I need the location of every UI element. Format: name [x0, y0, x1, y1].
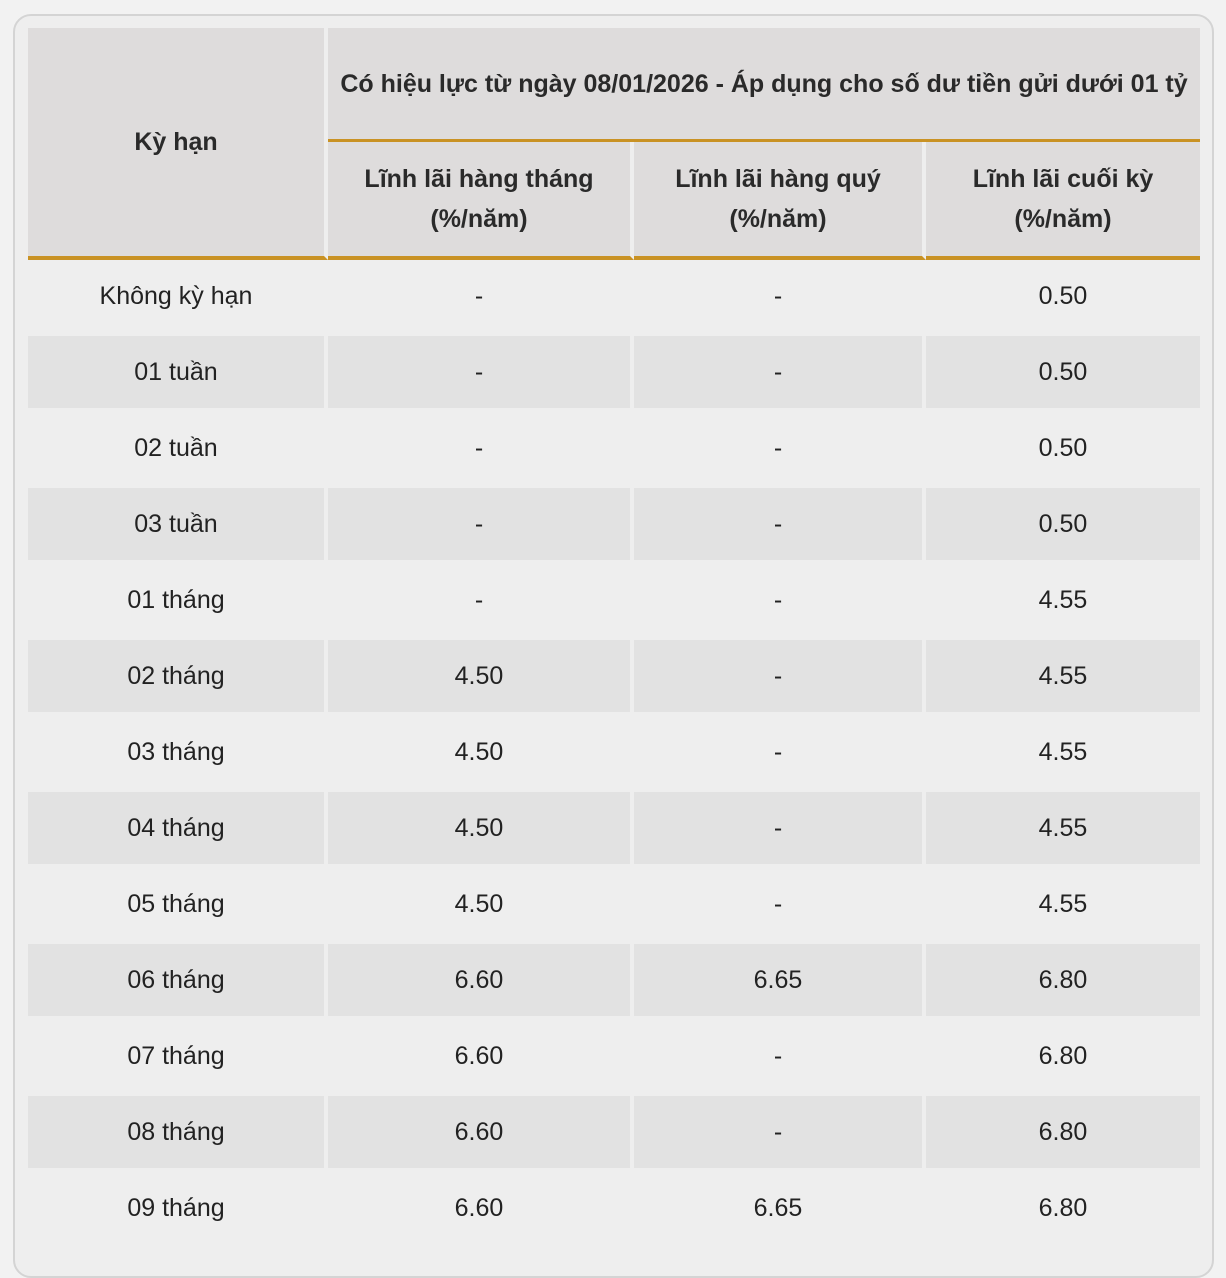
quarterly-rate-cell: -: [634, 564, 926, 640]
end-of-term-rate-cell: 4.55: [926, 640, 1200, 716]
quarterly-rate-cell: -: [634, 716, 926, 792]
end-of-term-rate-cell: 4.55: [926, 564, 1200, 640]
table-row: [28, 412, 1200, 488]
monthly-rate-cell: 6.60: [328, 944, 634, 1020]
end-of-term-rate-cell: 4.55: [926, 868, 1200, 944]
term-cell: 01 tháng: [28, 564, 328, 640]
table-row: [28, 336, 1200, 412]
end-of-term-rate-cell: 0.50: [926, 336, 1200, 412]
term-cell: 05 tháng: [28, 868, 328, 944]
quarterly-rate-cell: -: [634, 792, 926, 868]
end-of-term-rate-cell: 6.80: [926, 1096, 1200, 1172]
term-cell: 07 tháng: [28, 1020, 328, 1096]
table-row: [28, 488, 1200, 564]
term-cell: 03 tháng: [28, 716, 328, 792]
term-cell: 04 tháng: [28, 792, 328, 868]
end-of-term-rate-cell: 6.80: [926, 1172, 1200, 1248]
monthly-rate-cell: 6.60: [328, 1172, 634, 1248]
monthly-rate-cell: -: [328, 412, 634, 488]
monthly-rate-cell: 4.50: [328, 868, 634, 944]
quarterly-rate-cell: 6.65: [634, 1172, 926, 1248]
table-row: [28, 564, 1200, 640]
quarterly-rate-cell: -: [634, 260, 926, 336]
quarterly-rate-cell: -: [634, 1020, 926, 1096]
term-cell: 03 tuần: [28, 488, 328, 564]
table-body: [28, 260, 1200, 1248]
header-term: Kỳ hạn: [28, 28, 328, 260]
table-row: [28, 792, 1200, 868]
table-row: [28, 1020, 1200, 1096]
monthly-rate-cell: -: [328, 564, 634, 640]
rates-card: [13, 14, 1214, 1278]
table-row: [28, 944, 1200, 1020]
interest-rate-table: [28, 28, 1200, 1248]
term-cell: 02 tuần: [28, 412, 328, 488]
header-end-of-term-interest: Lĩnh lãi cuối kỳ (%/năm): [926, 142, 1200, 260]
term-cell: Không kỳ hạn: [28, 260, 328, 336]
quarterly-rate-cell: -: [634, 412, 926, 488]
term-cell: 01 tuần: [28, 336, 328, 412]
monthly-rate-cell: 4.50: [328, 792, 634, 868]
end-of-term-rate-cell: 4.55: [926, 716, 1200, 792]
monthly-rate-cell: -: [328, 336, 634, 412]
quarterly-rate-cell: -: [634, 336, 926, 412]
quarterly-rate-cell: -: [634, 1096, 926, 1172]
table-row: [28, 716, 1200, 792]
end-of-term-rate-cell: 4.55: [926, 792, 1200, 868]
quarterly-rate-cell: 6.65: [634, 944, 926, 1020]
monthly-rate-cell: -: [328, 260, 634, 336]
quarterly-rate-cell: -: [634, 488, 926, 564]
quarterly-rate-cell: -: [634, 868, 926, 944]
header-monthly-interest: Lĩnh lãi hàng tháng (%/năm): [328, 142, 634, 260]
monthly-rate-cell: -: [328, 488, 634, 564]
table-row: [28, 1096, 1200, 1172]
end-of-term-rate-cell: 6.80: [926, 1020, 1200, 1096]
monthly-rate-cell: 6.60: [328, 1020, 634, 1096]
monthly-rate-cell: 4.50: [328, 716, 634, 792]
end-of-term-rate-cell: 0.50: [926, 260, 1200, 336]
end-of-term-rate-cell: 0.50: [926, 488, 1200, 564]
term-cell: 02 tháng: [28, 640, 328, 716]
end-of-term-rate-cell: 6.80: [926, 944, 1200, 1020]
monthly-rate-cell: 6.60: [328, 1096, 634, 1172]
table-header: [28, 28, 1200, 260]
header-quarterly-interest: Lĩnh lãi hàng quý (%/năm): [634, 142, 926, 260]
table-row: [28, 868, 1200, 944]
term-cell: 09 tháng: [28, 1172, 328, 1248]
table-row: [28, 1172, 1200, 1248]
table-row: [28, 260, 1200, 336]
table-row: [28, 640, 1200, 716]
term-cell: 08 tháng: [28, 1096, 328, 1172]
monthly-rate-cell: 4.50: [328, 640, 634, 716]
end-of-term-rate-cell: 0.50: [926, 412, 1200, 488]
header-effective-date: Có hiệu lực từ ngày 08/01/2026 - Áp dụng cho số dư tiền gửi dưới 01 tỷ: [328, 28, 1200, 142]
quarterly-rate-cell: -: [634, 640, 926, 716]
term-cell: 06 tháng: [28, 944, 328, 1020]
